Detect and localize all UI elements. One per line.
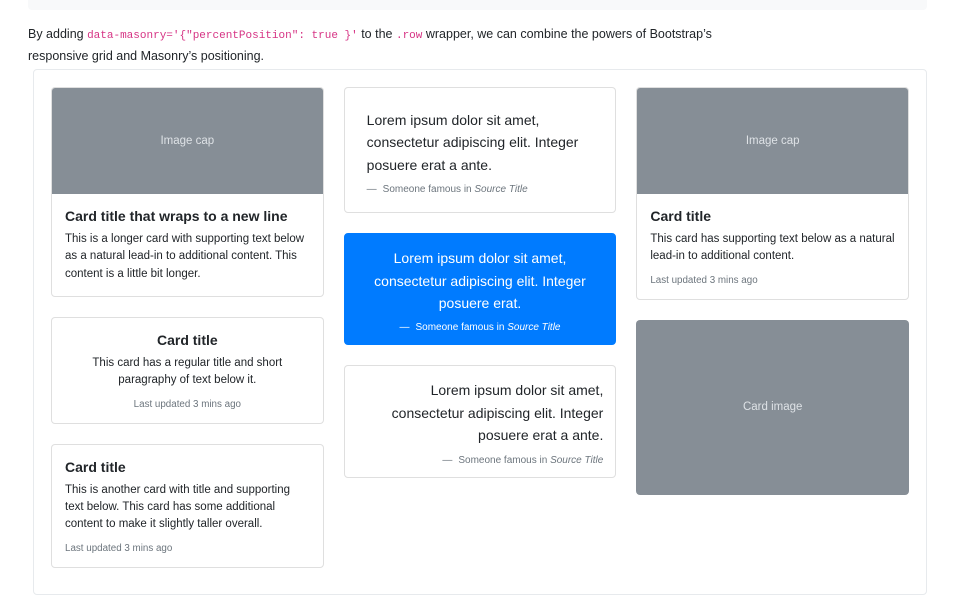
masonry-column-1 (51, 87, 324, 588)
blockquote-dash: — (399, 322, 409, 334)
masonry-column-2 (344, 87, 617, 498)
blockquote-cite: Source Title (507, 322, 561, 334)
card-image-cap-wrap-title (51, 87, 324, 297)
card-last-updated: Last updated 3 mins ago (65, 542, 173, 554)
blockquote-footer (357, 455, 604, 466)
card-regular-centered (51, 317, 324, 424)
inline-code-data-masonry: data-masonry='{"percentPosition": true }' (87, 30, 358, 42)
blockquote-attribution: Someone famous in (382, 184, 475, 196)
example-container (33, 69, 927, 595)
image-cap-label: Image cap (745, 135, 800, 147)
card-body (637, 194, 908, 299)
blockquote-dash: — (442, 454, 452, 466)
card-image-label: Card image (742, 401, 803, 414)
card-image-cap-natural (636, 87, 909, 300)
blockquote-attribution: Someone famous in (458, 454, 551, 466)
inline-code-row: .row (395, 30, 423, 42)
intro-text-3: wrapper, we can combine the powers of Bootstrap’s responsive grid and Masonry’s positioning. (28, 27, 712, 63)
intro-text-1: By adding (28, 27, 88, 41)
card-last-updated: Last updated 3 mins ago (650, 274, 758, 286)
masonry-grid (51, 87, 909, 588)
card-text: This card has supporting text below as a natural lead-in to additional content. (650, 233, 895, 263)
card-title: Card title (156, 331, 218, 348)
blockquote-cite: Source Title (550, 454, 604, 466)
blockquote-text: Lorem ipsum dolor sit amet, consectetur adipiscing elit. Integer posuere erat. (374, 250, 586, 311)
card-last-updated: Last updated 3 mins ago (133, 398, 241, 410)
card-image-placeholder (636, 320, 909, 495)
image-cap-placeholder (52, 88, 323, 194)
code-block-bottom-edge (28, 0, 927, 10)
blockquote-text: Lorem ipsum dolor sit amet, consectetur adipiscing elit. Integer posuere erat a ante. (366, 112, 579, 173)
card-blockquote (344, 87, 617, 213)
card-body (52, 194, 323, 296)
blockquote-attribution: Someone famous in (415, 322, 508, 334)
card-blockquote-primary (344, 233, 617, 345)
intro-text-2: to the (357, 27, 396, 41)
card-blockquote-right (344, 365, 617, 477)
card-title: Card title that wraps to a new line (65, 208, 288, 224)
intro-paragraph (28, 24, 752, 66)
image-cap-placeholder (637, 88, 908, 194)
card-text: This card has a regular title and short paragraphy of text below it. (92, 357, 283, 387)
blockquote-cite: Source Title (474, 184, 528, 196)
card-text: This is another card with title and supporting text below. This card has some additional content to make it slightly taller overall. (65, 483, 291, 531)
card-title: Card title (65, 458, 126, 475)
image-cap-label: Image cap (160, 135, 215, 147)
card-text: This is a longer card with supporting text below as a natural lead-in to additional content. This content is a little bit longer. (65, 233, 305, 280)
blockquote-footer (357, 322, 604, 333)
card-title: Card title (650, 208, 712, 224)
card-body (52, 318, 323, 423)
masonry-column-3 (636, 87, 909, 495)
blockquote-dash: — (366, 184, 376, 196)
blockquote-footer (367, 184, 594, 195)
blockquote-text: Lorem ipsum dolor sit amet, consectetur adipiscing elit. Integer posuere erat a ante. (391, 382, 604, 444)
card-body (52, 445, 323, 567)
card-another-taller (51, 444, 324, 568)
